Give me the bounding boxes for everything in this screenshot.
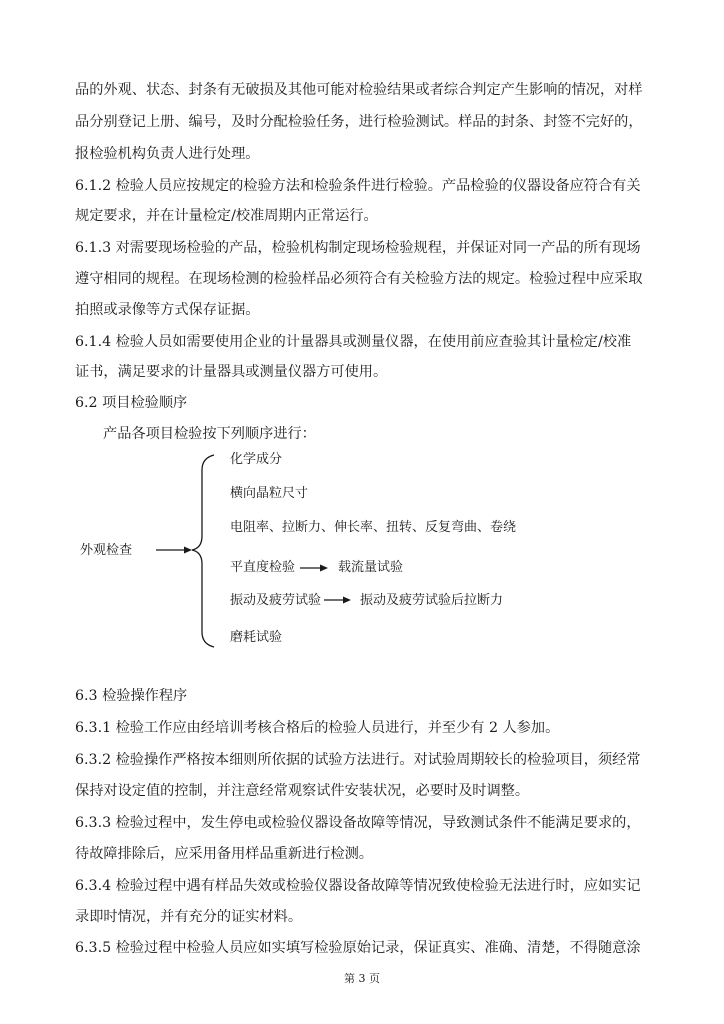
section-6-1-4: 6.1.4 检验人员如需要使用企业的计量器具或测量仪器，在使用前应查验其计量检定/校准 [75, 334, 632, 350]
flatness-arrow-head [320, 565, 328, 572]
paragraph-line: 品分别登记上册、编号，及时分配检验任务，进行检验测试。样品的封条、封签不完好的， [75, 114, 643, 130]
diagram-item: 化学成分 [230, 452, 283, 467]
section-6-1-2: 6.1.2 检验人员应按规定的检验方法和检验条件进行检验。产品检验的仪器设备应符合有关 [75, 178, 641, 194]
intro-line: 产品各项目检验按下列顺序进行： [103, 426, 316, 442]
diagram-item: 振动及疲劳试验 [230, 593, 322, 608]
paragraph-line: 报检验机构负责人进行处理。 [75, 146, 260, 162]
page-number: 第 3 页 [344, 972, 380, 985]
diagram-arrow-target: 载流量试验 [338, 560, 404, 575]
diagram-item: 电阻率、拉断力、伸长率、扭转、反复弯曲、卷绕 [230, 520, 517, 535]
section-6-3-3: 6.3.3 检验过程中，发生停电或检验仪器设备故障等情况，导致测试条件不能满足要求的， [75, 815, 641, 831]
section-6-1-3: 6.1.3 对需要现场检验的产品，检验机构制定现场检验规程，并保证对同一产品的所有现场 [75, 240, 641, 256]
section-6-3-2: 6.3.2 检验操作严格按本细则所依据的试验方法进行。对试验周期较长的检验项目，须经常 [75, 752, 641, 768]
diagram-arrow-target: 振动及疲劳试验后拉断力 [360, 593, 504, 608]
section-6-3-1: 6.3.1 检验工作应由经培训考核合格后的检验人员进行，并至少有 2 人参加。 [75, 720, 560, 736]
diagram-item: 磨耗试验 [230, 630, 283, 645]
section-heading-6-2: 6.2 项目检验顺序 [75, 395, 188, 411]
diagram-item: 平直度检验 [230, 560, 296, 575]
paragraph-line: 待故障排除后，应采用备用样品重新进行检测。 [75, 846, 373, 862]
diagram-item: 横向晶粒尺寸 [230, 486, 309, 501]
paragraph-line: 品的外观、状态、封条有无破损及其他可能对检验结果或者综合判定产生影响的情况，对样 [75, 82, 643, 98]
paragraph-line: 录即时情况，并有充分的证实材料。 [75, 909, 303, 925]
paragraph-line: 遵守相同的规程。在现场检测的检验样品必须符合有关检验方法的规定。检验过程中应采取 [75, 271, 643, 287]
curly-brace [192, 455, 214, 647]
paragraph-line: 保持对设定值的控制，并注意经常观察试件安装状况，必要时及时调整。 [75, 783, 530, 799]
vibration-arrow-head [343, 597, 351, 604]
main-arrow-head [184, 547, 192, 554]
section-6-3-5: 6.3.5 检验过程中检验人员应如实填写检验原始记录，保证真实、准确、清楚，不得随意涂 [75, 940, 641, 956]
paragraph-line: 规定要求，并在计量检定/校准周期内正常运行。 [75, 208, 378, 224]
section-heading-6-3: 6.3 检验操作程序 [75, 688, 188, 704]
paragraph-line: 证书，满足要求的计量器具或测量仪器方可使用。 [75, 364, 388, 380]
section-6-3-4: 6.3.4 检验过程中遇有样品失效或检验仪器设备故障等情况致使检验无法进行时，应如实记 [75, 878, 641, 894]
diagram-root: 外观检查 [80, 543, 133, 558]
paragraph-line: 拍照或录像等方式保存证据。 [75, 302, 260, 318]
